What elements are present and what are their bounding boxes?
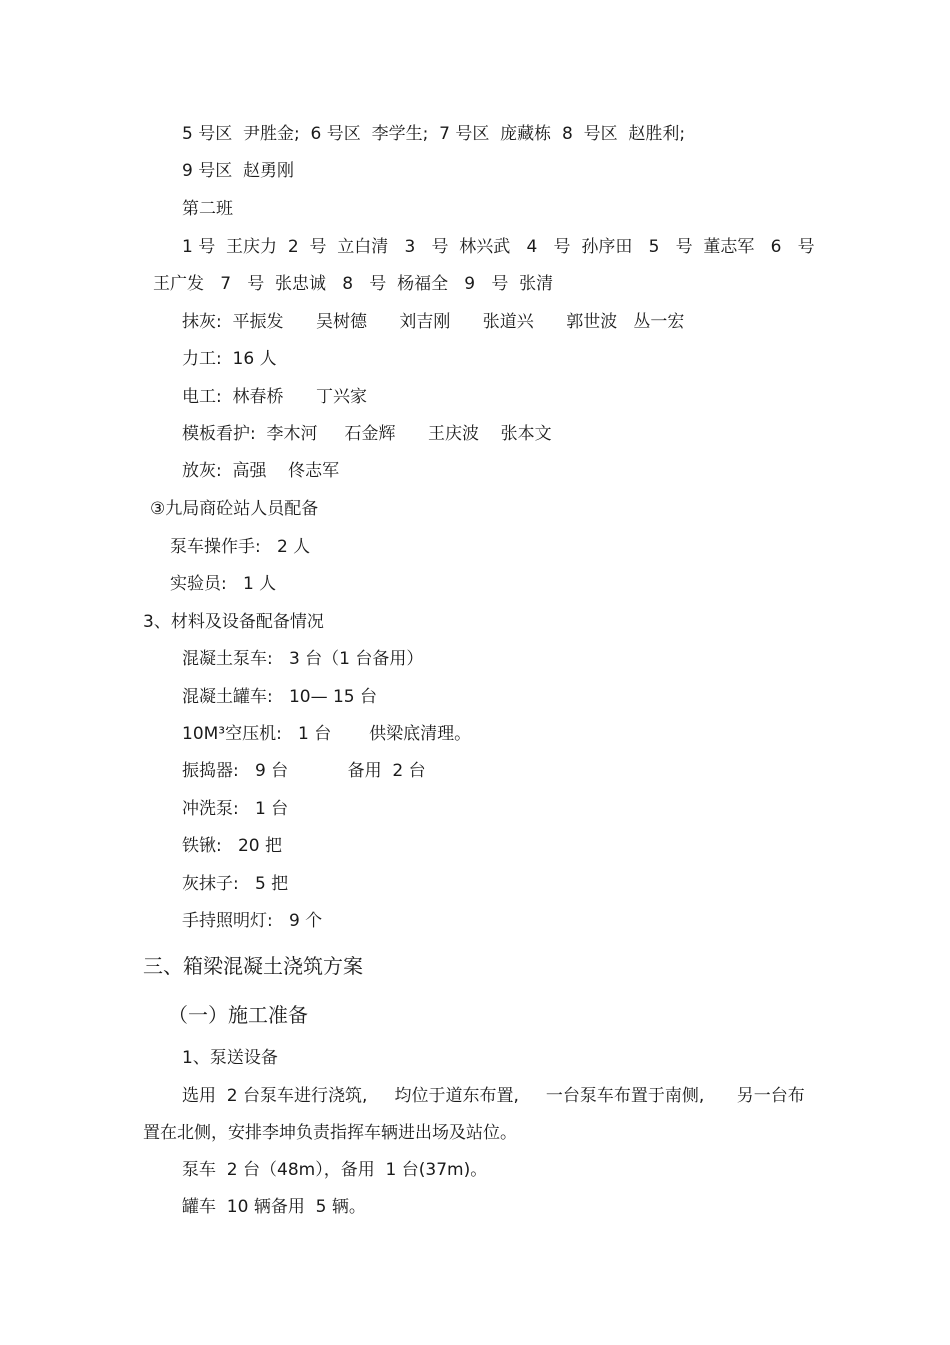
section-subheading: （一）施工准备 xyxy=(168,1003,308,1027)
text-line: 9 号区 赵勇刚 xyxy=(182,161,295,181)
subsection-heading: 3、材料及设备配备情况 xyxy=(143,612,324,632)
text-line: 罐车 10 辆备用 5 辆。 xyxy=(182,1197,366,1217)
text-line: 选用 2 台泵车进行浇筑, 均位于道东布置, 一台泵车布置于南侧, 另一台布 xyxy=(182,1086,805,1106)
text-line: 置在北侧，安排李坤负责指挥车辆进出场及站位。 xyxy=(143,1123,517,1143)
text-line: 力工: 16 人 xyxy=(182,349,277,369)
text-line: 混凝土泵车: 3 台（1 台备用） xyxy=(182,649,424,669)
text-line: 手持照明灯: 9 个 xyxy=(182,911,323,931)
text-line: 泵车操作手: 2 人 xyxy=(170,537,311,557)
text-line: 泵车 2 台（48m），备用 1 台(37m)。 xyxy=(182,1160,488,1180)
text-line: 振捣器: 9 台 备用 2 台 xyxy=(182,761,426,781)
section-heading: 三、箱梁混凝土浇筑方案 xyxy=(143,954,363,978)
text-line: 电工: 林春桥 丁兴家 xyxy=(182,387,367,407)
text-line: 1 号 王庆力 2 号 立白清 3 号 林兴武 4 号 孙序田 5 号 董志军 6 号 xyxy=(182,237,815,257)
text-line: 放灰: 高强 佟志军 xyxy=(182,461,340,481)
text-line: 1、泵送设备 xyxy=(182,1048,278,1068)
text-line: 灰抹子: 5 把 xyxy=(182,874,289,894)
text-line: 混凝土罐车: 10— 15 台 xyxy=(182,687,378,707)
text-line: 王广发 7 号 张忠诚 8 号 杨福全 9 号 张清 xyxy=(153,274,554,294)
subsection-heading: ③九局商砼站人员配备 xyxy=(150,499,319,519)
text-line: 实验员: 1 人 xyxy=(170,574,277,594)
text-line: 10M³空压机: 1 台 供梁底清理。 xyxy=(182,724,472,744)
text-line: 5 号区 尹胜金; 6 号区 李学生; 7 号区 庞藏栋 8 号区 赵胜利; xyxy=(182,124,686,144)
text-line: 抹灰: 平振发 吴树德 刘吉刚 张道兴 郭世波 丛一宏 xyxy=(182,312,685,332)
text-line: 冲洗泵: 1 台 xyxy=(182,799,289,819)
text-line: 模板看护: 李木河 石金辉 王庆波 张本文 xyxy=(182,424,552,444)
text-line: 第二班 xyxy=(182,199,233,219)
text-line: 铁锹: 20 把 xyxy=(182,836,282,856)
